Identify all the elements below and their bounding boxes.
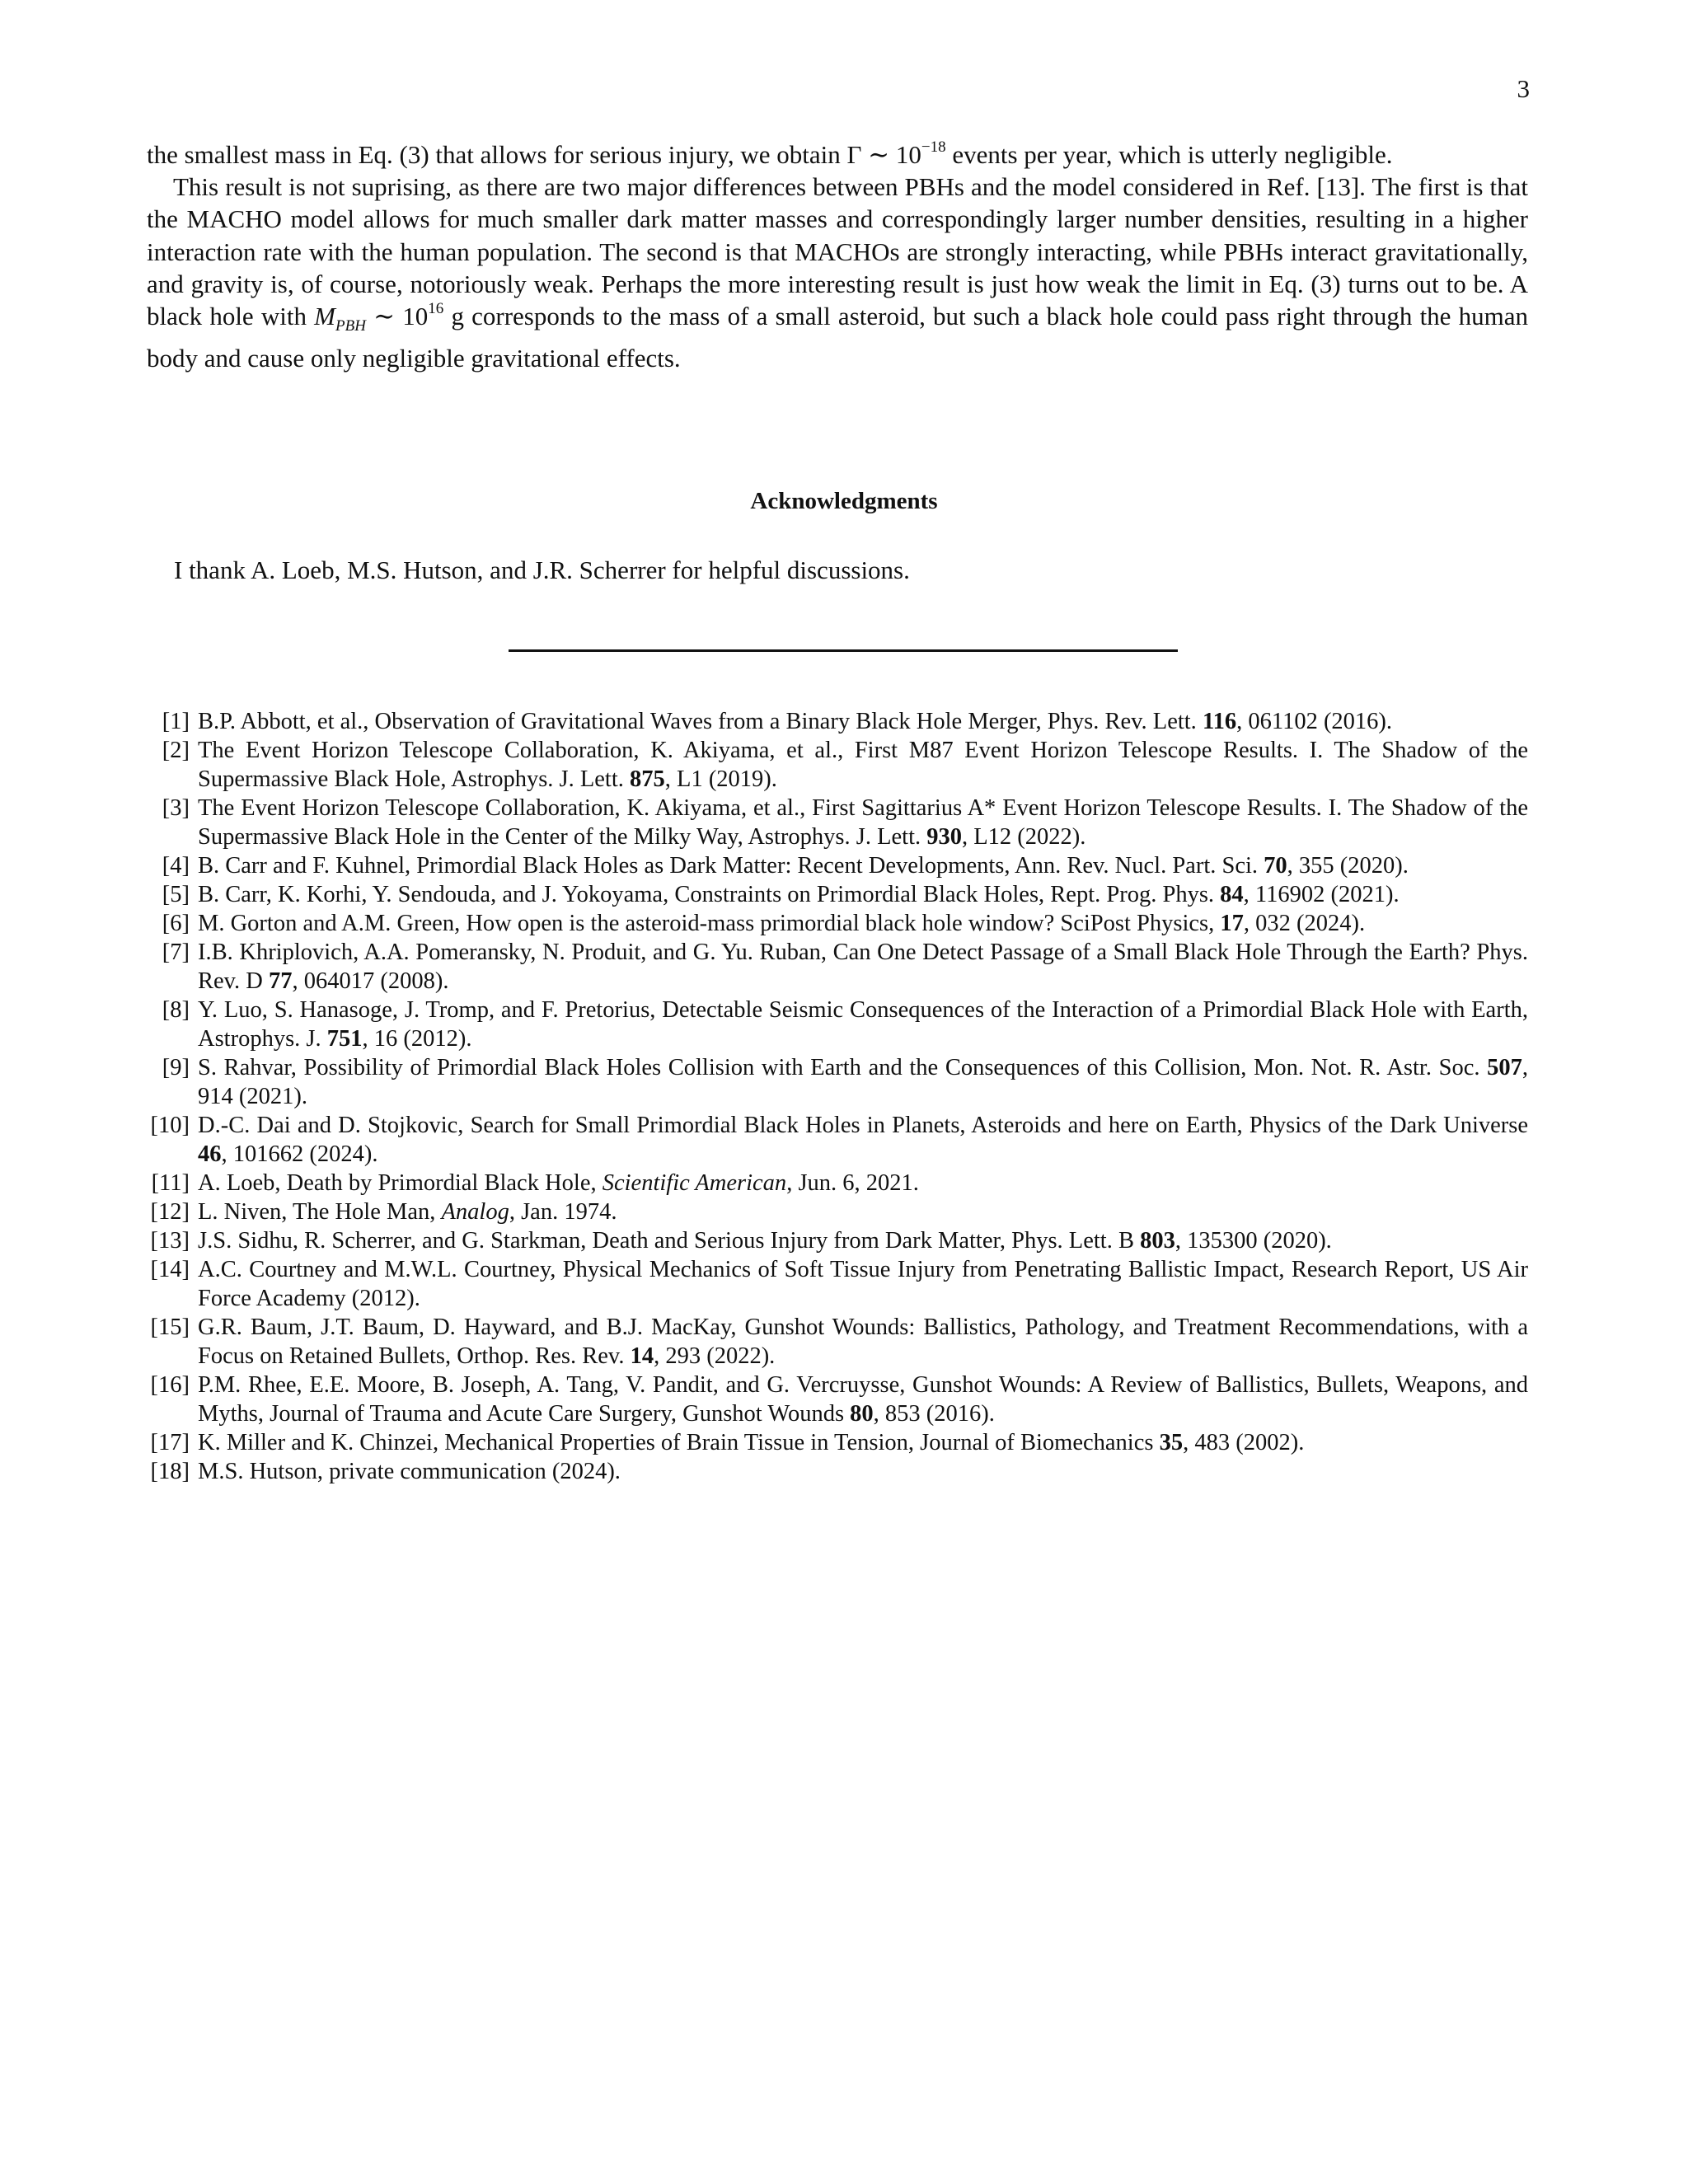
paragraph-2 — [147, 171, 1528, 374]
exponent: −18 — [921, 138, 946, 156]
reference-volume: 46 — [198, 1141, 222, 1167]
page-number: 3 — [1517, 74, 1530, 103]
reference-citation: K. Miller and K. Chinzei, Mechanical Properties of Brain Tissue in Tension, Journal of Biomechanics — [198, 1430, 1160, 1455]
reference-number: [1] — [162, 709, 190, 734]
reference-item — [147, 1371, 1528, 1428]
reference-citation: M.S. Hutson, private communication (2024). — [198, 1459, 621, 1484]
reference-details: , Jan. 1974. — [509, 1199, 617, 1225]
reference-number: [16] — [150, 1372, 190, 1398]
reference-item — [147, 794, 1528, 851]
reference-citation: G.R. Baum, J.T. Baum, D. Hayward, and B.J. MacKay, Gunshot Wounds: Ballistics, Pathology, and Treatment Recommendations, with a Focus on Retained Bullets, Orthop. Res. Rev. — [198, 1315, 1528, 1369]
reference-number: [18] — [150, 1459, 190, 1484]
reference-citation: The Event Horizon Telescope Collaboration, K. Akiyama, et al., First M87 Event Horizon Telescope Results. I. The Shadow of the Supermassive Black Hole, Astrophys. J. Lett. — [198, 738, 1528, 792]
reference-citation: I.B. Khriplovich, A.A. Pomeransky, N. Produit, and G. Yu. Ruban, Can One Detect Passage of a Small Black Hole Through the Earth? Phys. Rev. D — [198, 940, 1528, 994]
reference-volume: 35 — [1159, 1430, 1184, 1455]
paragraph-2-text: This result is not suprising, as there are two major differences between PBHs and the model considered in Ref. [13]. The first is that the MACHO model allows for much smaller dark matter masses and correspondingly larger number densities, resulting in a higher interaction rate with the human population. The second is that MACHOs are strongly interacting, while PBHs interact gravitationally, and gravity is, of course, notoriously weak. Perhaps the more interesting result is just how weak the limit in Eq. (3) turns out to be. A black hole with — [147, 172, 1528, 331]
reference-details: , 061102 (2016). — [1236, 709, 1393, 734]
reference-number: [3] — [162, 795, 190, 821]
reference-journal: Scientific American — [602, 1170, 787, 1196]
math-relation: ∼ 10 — [365, 302, 429, 331]
reference-volume: 14 — [630, 1343, 654, 1369]
reference-text — [198, 1197, 1528, 1226]
body-text — [147, 138, 1528, 374]
reference-text — [198, 1457, 1528, 1486]
reference-citation: P.M. Rhee, E.E. Moore, B. Joseph, A. Tang, V. Pandit, and G. Vercruysse, Gunshot Wounds: A Review of Ballistics, Bullets, Weapons, and Myths, Journal of Trauma and Acute Care Surgery, Gunshot Wounds — [198, 1372, 1528, 1427]
reference-text — [198, 736, 1528, 794]
reference-volume: 70 — [1264, 853, 1287, 879]
reference-details: , 355 (2020). — [1287, 853, 1409, 879]
reference-volume: 84 — [1220, 882, 1244, 907]
reference-number: [5] — [162, 882, 190, 907]
math-subscript: PBH — [335, 317, 366, 335]
reference-item — [147, 1428, 1528, 1457]
reference-item — [147, 1226, 1528, 1255]
reference-volume: 930 — [926, 824, 962, 850]
reference-number: [12] — [150, 1199, 190, 1225]
reference-item — [147, 1169, 1528, 1197]
reference-number: [15] — [150, 1315, 190, 1340]
reference-citation: B.P. Abbott, et al., Observation of Gravitational Waves from a Binary Black Hole Merger, Phys. Rev. Lett. — [198, 709, 1203, 734]
reference-volume: 803 — [1140, 1228, 1175, 1254]
reference-text — [198, 1313, 1528, 1371]
reference-text — [198, 794, 1528, 851]
reference-item — [147, 880, 1528, 909]
reference-journal: Analog — [441, 1199, 509, 1225]
paragraph-2-text-end: g corresponds to the mass of a small asteroid, but such a black hole could pass right through the human body and cause only negligible gravitational effects. — [147, 302, 1528, 373]
reference-text — [198, 1371, 1528, 1428]
reference-details: , 116902 (2021). — [1243, 882, 1400, 907]
reference-details: , L1 (2019). — [664, 766, 777, 792]
reference-details: , 032 (2024). — [1243, 911, 1366, 936]
reference-citation: A.C. Courtney and M.W.L. Courtney, Physical Mechanics of Soft Tissue Injury from Penetrating Ballistic Impact, Research Report, US Air Force Academy (2012). — [198, 1257, 1528, 1311]
reference-item — [147, 707, 1528, 736]
reference-text — [198, 1169, 1528, 1197]
reference-number: [17] — [150, 1430, 190, 1455]
reference-text — [198, 1255, 1528, 1313]
reference-text — [198, 1226, 1528, 1255]
reference-volume: 507 — [1487, 1055, 1522, 1080]
reference-number: [11] — [151, 1170, 190, 1196]
reference-number: [4] — [162, 853, 190, 879]
exponent: 16 — [428, 300, 444, 318]
reference-text — [198, 880, 1528, 909]
reference-citation: A. Loeb, Death by Primordial Black Hole, — [198, 1170, 603, 1196]
reference-item — [147, 1313, 1528, 1371]
reference-volume: 17 — [1220, 911, 1244, 936]
acknowledgments-text: I thank A. Loeb, M.S. Hutson, and J.R. Scherrer for helpful discussions. — [174, 555, 910, 584]
reference-details: , 853 (2016). — [873, 1401, 995, 1427]
reference-item — [147, 996, 1528, 1053]
reference-citation: J.S. Sidhu, R. Scherrer, and G. Starkman, Death and Serious Injury from Dark Matter, Phys. Lett. B — [198, 1228, 1141, 1254]
reference-text — [198, 996, 1528, 1053]
reference-item — [147, 736, 1528, 794]
reference-text — [198, 1428, 1528, 1457]
reference-list — [147, 707, 1528, 1486]
reference-details: , Jun. 6, 2021. — [786, 1170, 919, 1196]
reference-citation: Y. Luo, S. Hanasoge, J. Tromp, and F. Pretorius, Detectable Seismic Consequences of the Interaction of a Primordial Black Hole with Earth, Astrophys. J. — [198, 997, 1528, 1052]
reference-details: , 16 (2012). — [362, 1026, 472, 1052]
reference-details: , 101662 (2024). — [221, 1141, 378, 1167]
reference-item — [147, 1255, 1528, 1313]
reference-citation: The Event Horizon Telescope Collaboration, K. Akiyama, et al., First Sagittarius A* Event Horizon Telescope Results. I. The Shadow of the Supermassive Black Hole in the Center of the Milky Way, Astrophys. J. Lett. — [198, 795, 1528, 850]
reference-volume: 116 — [1202, 709, 1237, 734]
reference-text — [198, 938, 1528, 996]
reference-details: , 135300 (2020). — [1175, 1228, 1332, 1254]
reference-item — [147, 1111, 1528, 1169]
reference-citation: L. Niven, The Hole Man, — [198, 1199, 442, 1225]
section-divider — [509, 649, 1178, 652]
math-symbol: M — [314, 302, 335, 331]
reference-number: [9] — [162, 1055, 190, 1080]
reference-text — [198, 707, 1528, 736]
reference-item — [147, 938, 1528, 996]
reference-number: [6] — [162, 911, 190, 936]
reference-number: [2] — [162, 738, 190, 763]
reference-number: [8] — [162, 997, 190, 1023]
reference-citation: B. Carr, K. Korhi, Y. Sendouda, and J. Yokoyama, Constraints on Primordial Black Holes, Rept. Prog. Phys. — [198, 882, 1221, 907]
reference-item — [147, 1197, 1528, 1226]
reference-item — [147, 851, 1528, 880]
reference-volume: 875 — [630, 766, 665, 792]
reference-details: , 914 (2021). — [198, 1055, 1528, 1109]
paragraph-1-text-end: events per year, which is utterly negligible. — [945, 140, 1393, 169]
acknowledgments-heading: Acknowledgments — [750, 488, 938, 514]
reference-volume: 80 — [850, 1401, 874, 1427]
paragraph-1-text: the smallest mass in Eq. (3) that allows for serious injury, we obtain Γ ∼ 10 — [147, 140, 921, 169]
reference-text — [198, 909, 1528, 938]
reference-number: [14] — [150, 1257, 190, 1282]
reference-citation: S. Rahvar, Possibility of Primordial Black Holes Collision with Earth and the Consequences of this Collision, Mon. Not. R. Astr. Soc. — [198, 1055, 1488, 1080]
reference-item — [147, 1053, 1528, 1111]
reference-item — [147, 909, 1528, 938]
reference-number: [7] — [162, 940, 190, 965]
paragraph-1 — [147, 138, 1528, 171]
reference-details: , 064017 (2008). — [292, 968, 449, 994]
reference-text — [198, 851, 1528, 880]
reference-text — [198, 1053, 1528, 1111]
reference-citation: D.-C. Dai and D. Stojkovic, Search for Small Primordial Black Holes in Planets, Asteroids and here on Earth, Physics of the Dark Universe — [198, 1113, 1528, 1138]
reference-citation: M. Gorton and A.M. Green, How open is the asteroid-mass primordial black hole window? SciPost Physics, — [198, 911, 1221, 936]
reference-item — [147, 1457, 1528, 1486]
reference-volume: 751 — [326, 1026, 363, 1052]
reference-text — [198, 1111, 1528, 1169]
reference-number: [10] — [150, 1113, 190, 1138]
reference-citation: B. Carr and F. Kuhnel, Primordial Black Holes as Dark Matter: Recent Developments, Ann. Rev. Nucl. Part. Sci. — [198, 853, 1264, 879]
reference-volume: 77 — [269, 968, 293, 994]
reference-details: , L12 (2022). — [962, 824, 1086, 850]
reference-number: [13] — [150, 1228, 190, 1254]
reference-details: , 293 (2022). — [654, 1343, 776, 1369]
reference-details: , 483 (2002). — [1183, 1430, 1305, 1455]
